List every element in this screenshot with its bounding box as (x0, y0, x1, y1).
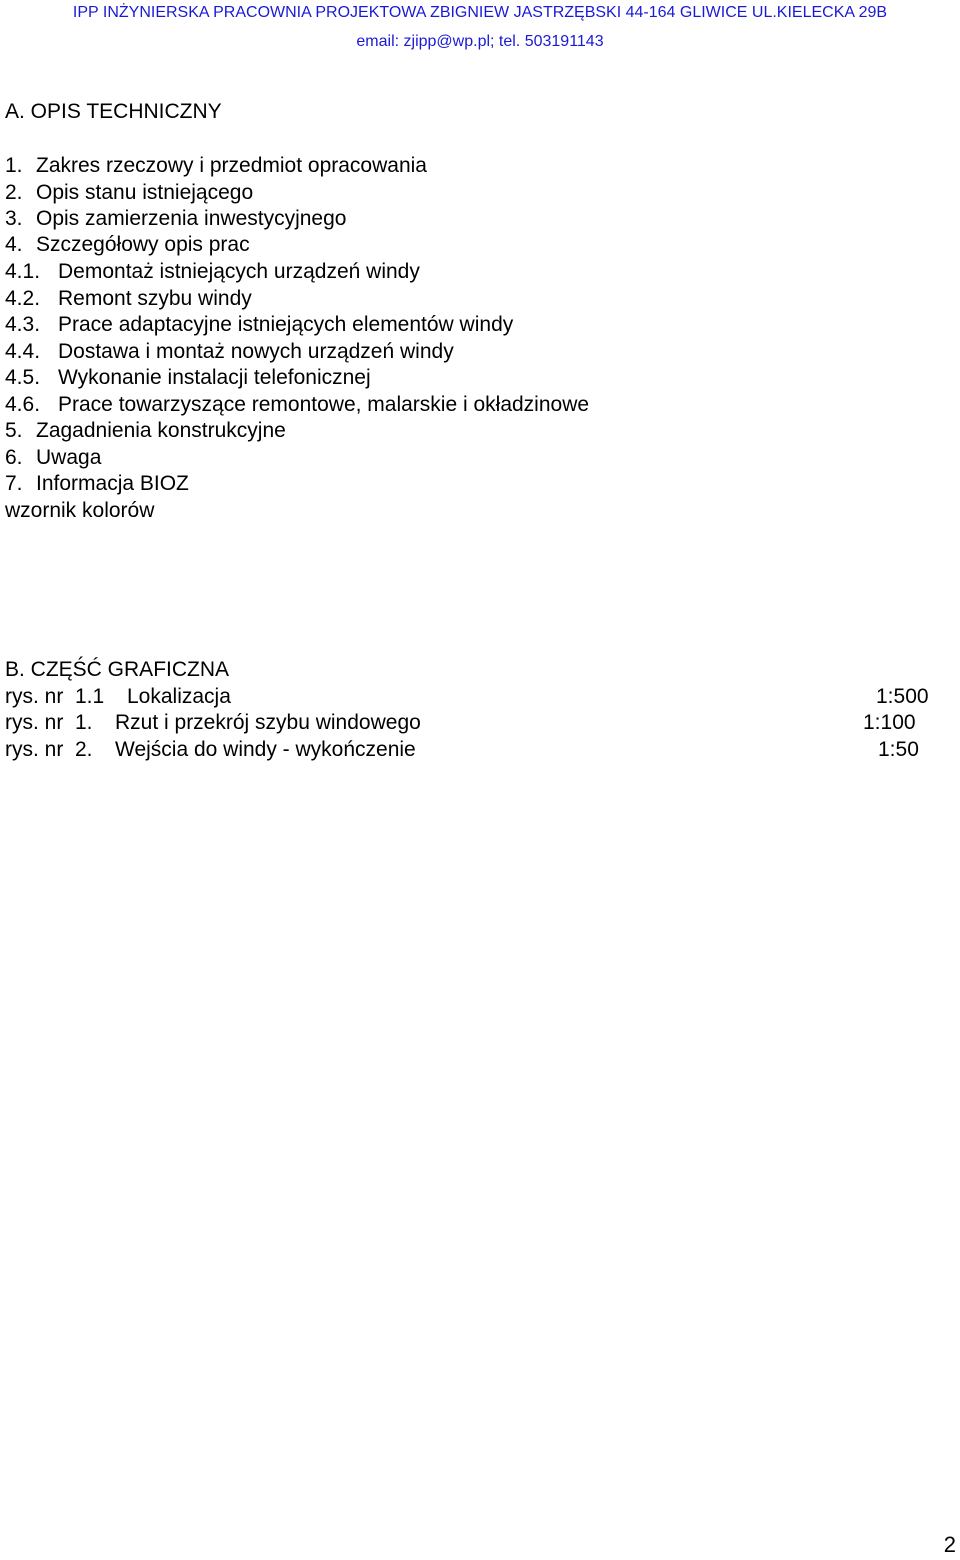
item-number: 4.5. (5, 366, 41, 389)
list-item (5, 206, 346, 232)
list-item (5, 418, 286, 444)
item-label: Szczegółowy opis prac (36, 233, 250, 256)
list-item (5, 339, 454, 365)
item-label: Zakres rzeczowy i przedmiot opracowania (36, 154, 427, 177)
list-item (5, 259, 420, 285)
drawing-number: rys. nr 1. (5, 711, 93, 734)
list-item (5, 365, 371, 391)
list-item (5, 312, 513, 338)
contact-line: email: zjipp@wp.pl; tel. 503191143 (356, 33, 604, 50)
drawing-title: Wejścia do windy - wykończenie (115, 738, 416, 761)
item-number: 4.1. (5, 260, 41, 283)
drawing-row (5, 737, 919, 867)
drawing-title: Lokalizacja (127, 685, 231, 708)
item-number: 4.4. (5, 340, 41, 363)
item-number: 4. (5, 233, 23, 256)
item-label: Opis stanu istniejącego (36, 181, 254, 204)
drawing-scale: 1:100 (863, 711, 916, 734)
page-number: 2 (943, 1532, 956, 1557)
item-label: Remont szybu windy (58, 287, 252, 310)
item-label: Dostawa i montaż nowych urządzeń windy (58, 340, 454, 363)
list-item (5, 392, 589, 418)
item-label: Zagadnienia konstrukcyjne (36, 419, 286, 442)
item-number: 1. (5, 154, 23, 177)
item-label: Wykonanie instalacji telefonicznej (58, 366, 371, 389)
list-item (5, 232, 250, 258)
drawing-scale: 1:500 (876, 685, 929, 708)
drawing-scale: 1:50 (878, 738, 919, 761)
item-label: Uwaga (36, 446, 102, 469)
item-label: Opis zamierzenia inwestycyjnego (36, 207, 347, 230)
list-item (5, 180, 253, 206)
item-number: 4.3. (5, 313, 41, 336)
list-item (5, 153, 427, 179)
item-number: 7. (5, 472, 23, 495)
list-item (5, 445, 101, 471)
color-samples-item: wzornik kolorów (5, 499, 155, 522)
section-b-title: B. CZĘŚĆ GRAFICZNA (5, 658, 230, 681)
item-number: 4.2. (5, 287, 41, 310)
list-item (5, 286, 252, 312)
item-number: 4.6. (5, 393, 41, 416)
company-line: IPP INŻYNIERSKA PRACOWNIA PROJEKTOWA ZBIGNIEW JASTRZĘBSKI 44-164 GLIWICE UL.KIELECKA 29B (72, 4, 888, 21)
item-label: Demontaż istniejących urządzeń windy (58, 260, 420, 283)
drawing-number: rys. nr 1.1 (5, 685, 105, 708)
drawing-number: rys. nr 2. (5, 738, 93, 761)
list-item (5, 471, 189, 497)
item-number: 3. (5, 207, 23, 230)
item-number: 2. (5, 181, 23, 204)
item-number: 5. (5, 419, 23, 442)
item-number: 6. (5, 446, 23, 469)
item-label: Prace towarzyszące remontowe, malarskie i okładzinowe (58, 393, 590, 416)
item-label: Informacja BIOZ (36, 472, 189, 495)
section-a-title: A. OPIS TECHNICZNY (5, 100, 222, 123)
drawing-title: Rzut i przekrój szybu windowego (115, 711, 421, 734)
item-label: Prace adaptacyjne istniejących elementów windy (58, 313, 514, 336)
